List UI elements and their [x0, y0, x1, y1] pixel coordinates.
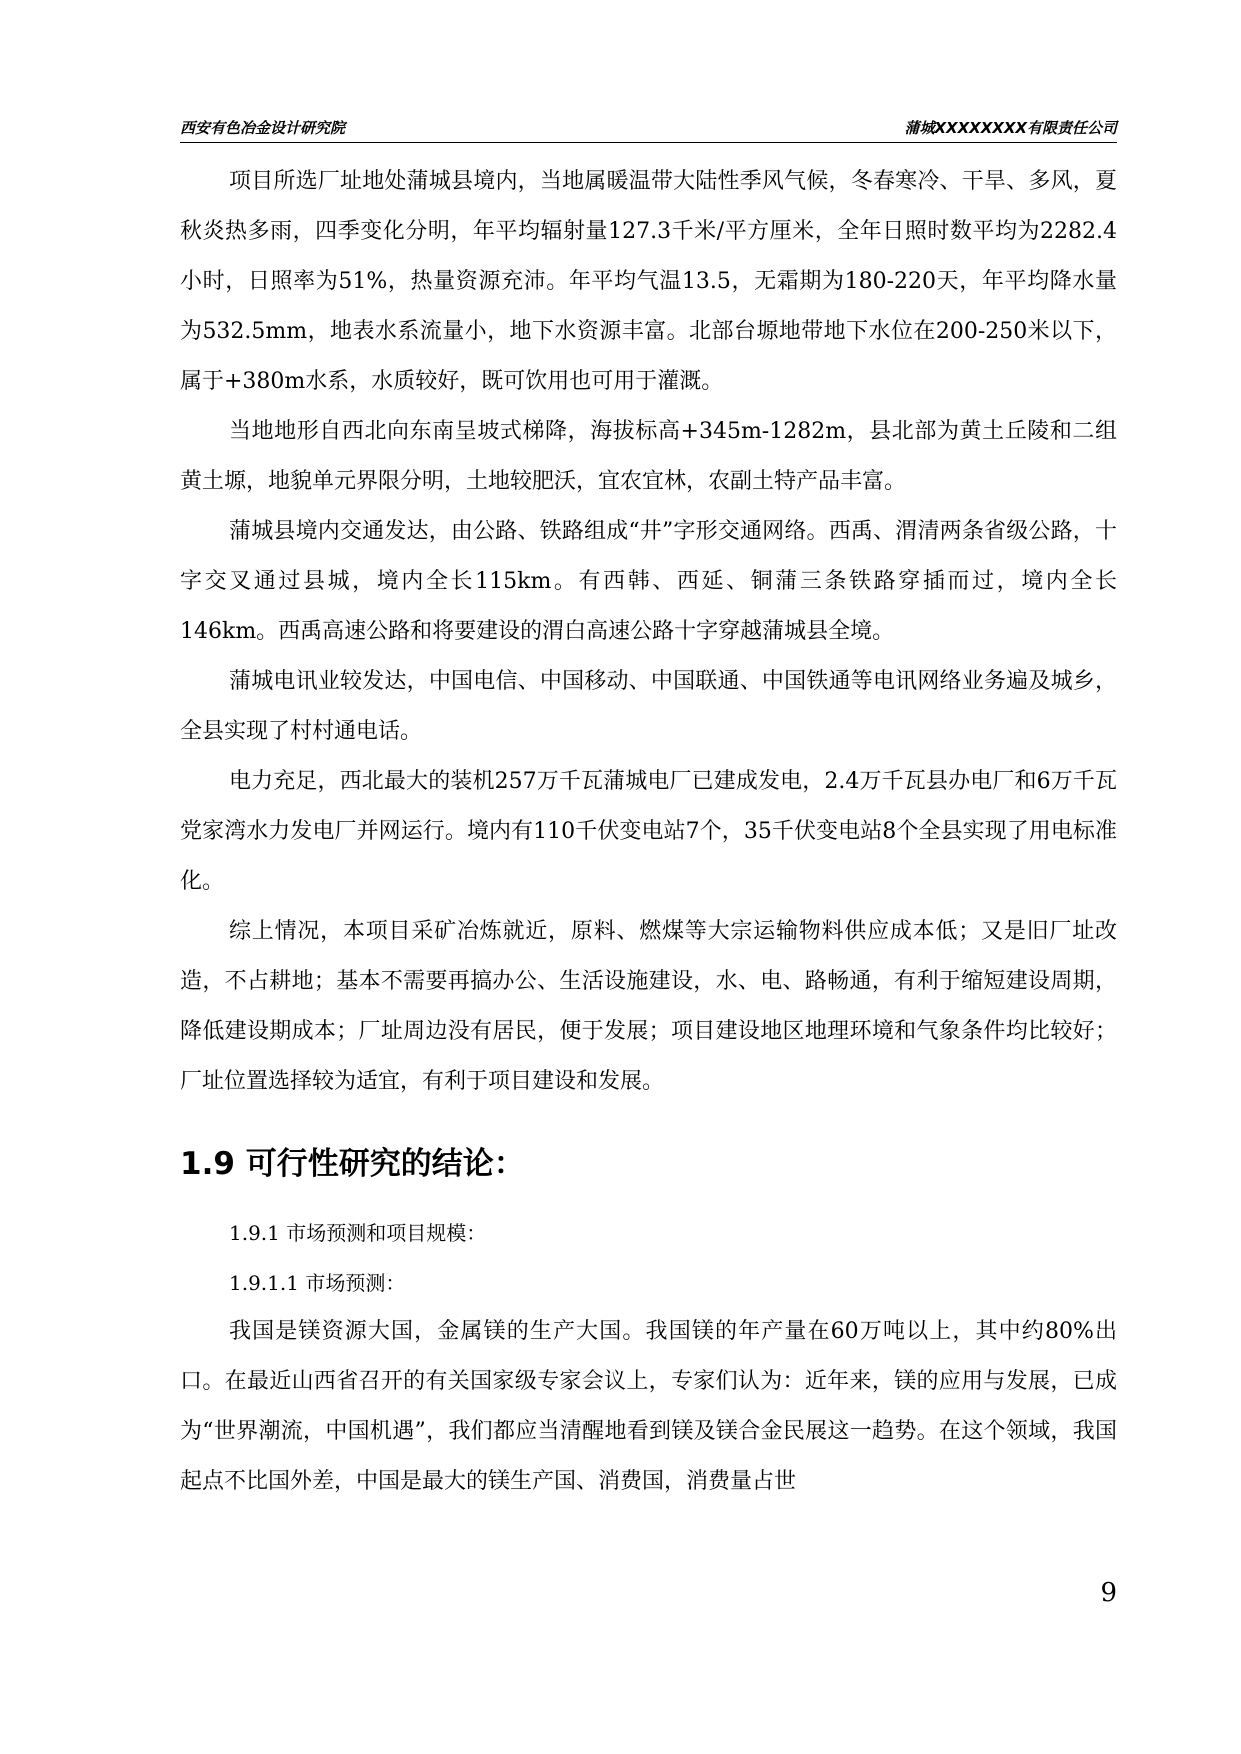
page-header: [180, 118, 1117, 143]
paragraph-terrain: 当地地形自西北向东南呈坡式梯降，海拔标高+345m-1282m，县北部为黄土丘陵和二组黄土塬，地貌单元界限分明，土地较肥沃，宜农宜林，农副土特产品丰富。: [180, 419, 1117, 494]
paragraph-climate: 项目所选厂址地处蒲城县境内，当地属暖温带大陆性季风气候，冬春寒冷、干旱、多风，夏秋炎热多雨，四季变化分明，年平均辐射量127.3千米/平方厘米，全年日照时数平均为2282.4小时，日照率为51%，热量资源充沛。年平均气温13.5，无霜期为180-220天，年平均降水量为532.5mm，地表水系流量小，地下水资源丰富。北部台塬地带地下水位在200-250米以下，属于+380m水系，水质较好，既可饮用也可用于灌溉。: [180, 169, 1117, 394]
paragraph-summary: 综上情况，本项目采矿冶炼就近，原料、燃煤等大宗运输物料供应成本低；又是旧厂址改造，不占耕地；基本不需要再搞办公、生活设施建设，水、电、路畅通，有利于缩短建设周期，降低建设期成本；厂址周边没有居民，便于发展；项目建设地区地理环境和气象条件均比较好；厂址位置选择较为适宜，有利于项目建设和发展。: [180, 919, 1117, 1094]
page-number: 9: [1100, 1578, 1117, 1608]
header-company-right: 蒲城XXXXXXXX有限责任公司: [904, 119, 1117, 137]
paragraph-telecom: 蒲城电讯业较发达，中国电信、中国移动、中国联通、中国铁通等电讯网络业务遍及城乡，全县实现了村村通电话。: [180, 669, 1117, 744]
paragraph-transport: 蒲城县境内交通发达，由公路、铁路组成“井”字形交通网络。西禹、渭清两条省级公路，十字交叉通过县城，境内全长115km。有西韩、西延、铜蒲三条铁路穿插而过，境内全长146km。西禹高速公路和将要建设的渭白高速公路十字穿越蒲城县全境。: [180, 519, 1117, 644]
subsubsection-heading: 1.9.1.1 市场预测：: [229, 1271, 406, 1295]
paragraph-market: 我国是镁资源大国，金属镁的生产大国。我国镁的年产量在60万吨以上，其中约80%出口。在最近山西省召开的有关国家级专家会议上，专家们认为：近年来，镁的应用与发展，已成为“世界潮流，中国机遇”，我们都应当清醒地看到镁及镁合金民展这一趋势。在这个领域，我国起点不比国外差，中国是最大的镁生产国、消费国，消费量占世: [180, 1319, 1117, 1494]
paragraph-power: 电力充足，西北最大的装机257万千瓦蒲城电厂已建成发电，2.4万千瓦县办电厂和6万千瓦党家湾水力发电厂并网运行。境内有110千伏变电站7个，35千伏变电站8个全县实现了用电标准化。: [180, 769, 1117, 894]
section-heading: 1.9 可行性研究的结论：: [180, 1146, 525, 1182]
header-organization-left: 西安有色冶金设计研究院: [180, 119, 346, 137]
subsection-heading: 1.9.1 市场预测和项目规模：: [229, 1221, 487, 1245]
